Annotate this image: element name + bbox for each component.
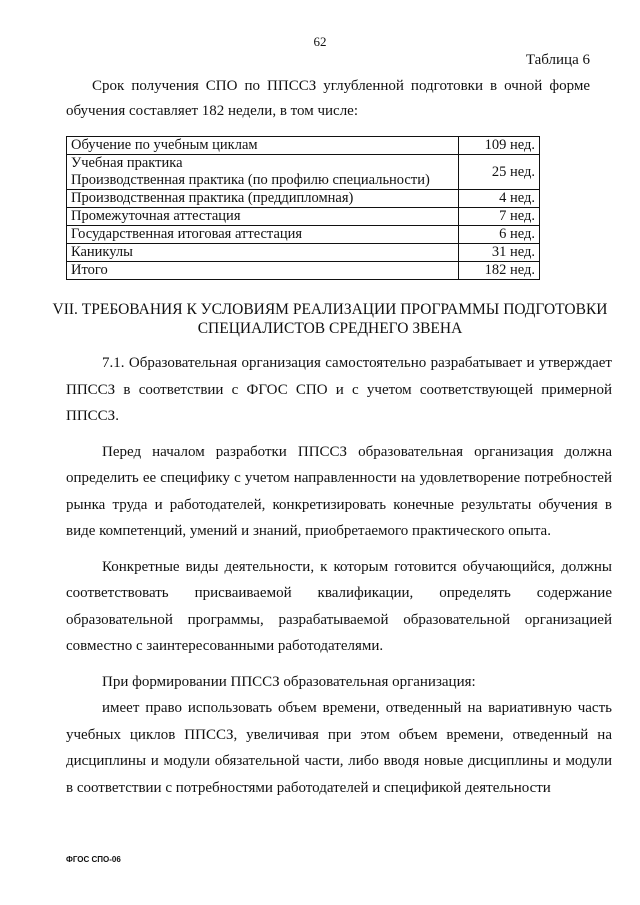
row-label: Промежуточная аттестация (67, 208, 459, 226)
row-value: 6 нед. (459, 226, 540, 244)
row-label: Итого (67, 262, 459, 280)
table-label: Таблица 6 (525, 52, 590, 68)
row-label-line: Производственная практика (по профилю специальности) (71, 172, 430, 188)
paragraph: 7.1. Образовательная организация самостоятельно разрабатывает и утверждает ППССЗ в соответствии с ФГОС СПО и с учетом соответствующей примерной ППССЗ. (66, 355, 612, 424)
section-heading: VII. ТРЕБОВАНИЯ К УСЛОВИЯМ РЕАЛИЗАЦИИ ПРОГРАММЫ ПОДГОТОВКИ СПЕЦИАЛИСТОВ СРЕДНЕГО ЗВЕНА (52, 301, 608, 337)
row-label: Обучение по учебным циклам (67, 137, 459, 155)
row-value: 7 нед. (459, 208, 540, 226)
table-row (67, 155, 540, 190)
footer-label: ФГОС СПО-06 (66, 855, 121, 864)
row-label-line: Учебная практика (71, 155, 183, 171)
row-value: 25 нед. (459, 155, 540, 190)
table-row (67, 190, 540, 208)
schedule-table (66, 136, 540, 280)
paragraph: При формировании ППССЗ образовательная организация: (102, 673, 476, 690)
table-row (67, 244, 540, 262)
paragraph: Перед началом разработки ППССЗ образовательная организация должна определить ее специфику с учетом направленности на удовлетворение потребностей рынка труда и работодателей, конкретизировать конечные результаты обучения в виде компетенций, умений и знаний, приобретаемого практического опыта. (66, 443, 612, 539)
table-row (67, 226, 540, 244)
row-value: 4 нед. (459, 190, 540, 208)
table-row-total (67, 262, 540, 280)
row-value: 109 нед. (459, 137, 540, 155)
table-row (67, 137, 540, 155)
row-value: 182 нед. (459, 262, 540, 280)
table-row (67, 208, 540, 226)
intro-paragraph: Срок получения СПО по ППССЗ углубленной подготовки в очной форме обучения составляет 182 недели, в том числе: (66, 78, 590, 119)
paragraph: имеет право использовать объем времени, отведенный на вариативную часть учебных циклов ППССЗ, увеличивая при этом объем времени, отведенный на дисциплины и модули обязательной части, либо вводя новые дисциплины и модули в соответствии с потребностями работодателей и спецификой деятельности (66, 700, 612, 796)
body-text (66, 350, 612, 801)
page-number: 62 (313, 34, 327, 49)
row-label (67, 155, 459, 190)
row-label: Государственная итоговая аттестация (67, 226, 459, 244)
row-value: 31 нед. (459, 244, 540, 262)
row-label: Каникулы (67, 244, 459, 262)
row-label: Производственная практика (преддипломная) (67, 190, 459, 208)
paragraph: Конкретные виды деятельности, к которым готовится обучающийся, должны соответствовать присваиваемой квалификации, определять содержание образовательной программы, разрабатываемой образовательной организацией совместно с заинтересованными работодателями. (66, 558, 612, 654)
